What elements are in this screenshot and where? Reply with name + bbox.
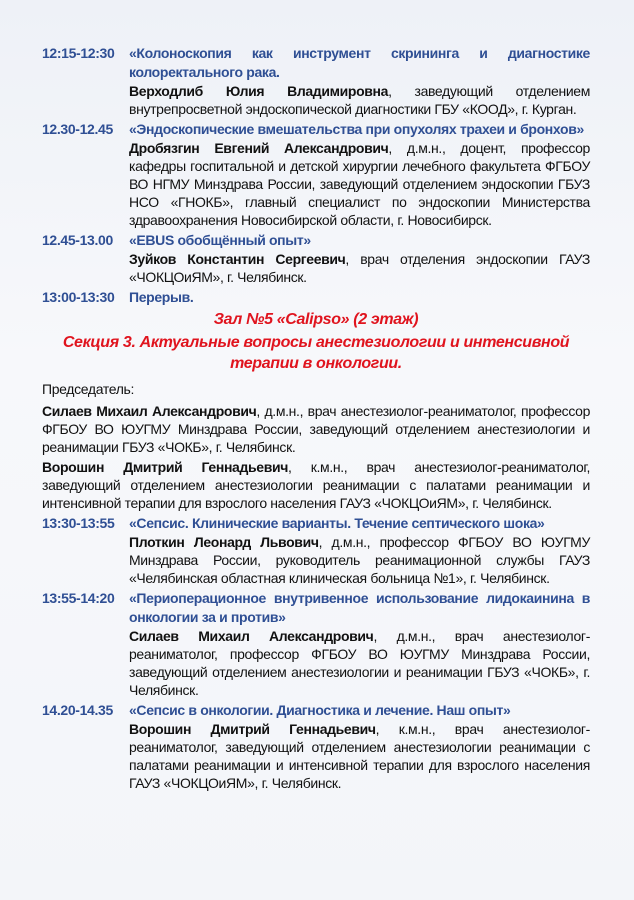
chair-label: Председатель: — [42, 381, 135, 397]
speaker — [129, 533, 590, 587]
schedule-entry — [42, 120, 590, 229]
entry-title: «Эндоскопические вмешательства при опухолях трахеи и бронхов» — [129, 121, 584, 137]
speaker-name: Ворошин Дмитрий Геннадьевич — [129, 721, 376, 737]
speaker-desc: , д.м.н., врач анестезиолог-реаниматолог, профессор ФГБОУ ВО ЮУГМУ Минздрава России, заведующий отделением анестезиологии и реанимации ГБУЗ «ЧОКБ», г. Челябинск. — [129, 628, 590, 698]
schedule-entry — [42, 701, 590, 792]
entry-body — [129, 589, 590, 699]
speaker-desc: , д.м.н., профессор ФГБОУ ВО ЮУГМУ Минздрава России, руководитель реанимационной службы ГАУЗ «Челябинская областная клиническая больница №1», г. Челябинск. — [129, 534, 590, 586]
chair-desc: , д.м.н., врач анестезиолог-реаниматолог, профессор ФГБОУ ВО ЮУГМУ Минздрава России, заведующий отделением анестезиологии и реанимации ГБУЗ «ЧОКБ», г. Челябинск. — [42, 403, 591, 455]
speaker-desc: , д.м.н., доцент, профессор кафедры госпитальной и детской хирургии лечебного факультета ФГБОУ ВО НГМУ Минздрава России, заведующий отделением эндоскопии ГБУЗ НСО «ГНОКБ», главный специалист по эндоскопии Министерства здравоохранения Новосибирской области, г. Новосибирск. — [129, 140, 590, 228]
speaker-name: Силаев Михаил Александрович — [129, 628, 374, 644]
speaker-desc: , заведующий отделением внутрепросветной эндоскопической диагностики ГБУ «КООД», г. Курган. — [129, 83, 591, 117]
entry-time: 12.45-13.00 — [42, 232, 113, 248]
entry-body — [129, 231, 590, 286]
speaker-desc: , врач отделения эндоскопии ГАУЗ «ЧОКЦОиЯМ», г. Челябинск. — [129, 251, 590, 285]
speaker — [129, 627, 590, 699]
chair-name: Силаев Михаил Александрович — [42, 403, 257, 419]
schedule-entry — [42, 231, 590, 286]
entry-body — [129, 514, 590, 587]
speaker — [129, 139, 590, 229]
speaker-name: Дробязгин Евгений Александрович — [129, 140, 389, 156]
speaker-name: Плоткин Леонард Львович — [129, 534, 319, 550]
schedule-top — [42, 44, 590, 307]
entry-time: 12:15-12:30 — [42, 45, 115, 61]
program-page — [42, 44, 590, 794]
schedule-bottom — [42, 514, 590, 792]
schedule-entry — [42, 589, 590, 699]
chair-person — [42, 402, 590, 456]
speaker-name: Верходлиб Юлия Владимировна — [129, 83, 389, 99]
speaker-desc: , к.м.н., врач анестезиолог-реаниматолог, заведующий отделением анестезиологии реанимации с палатами реанимации и интенсивной терапии для взрослого населения ГАУЗ «ЧОКЦОиЯМ», г. Челябинск. — [129, 721, 590, 791]
chair-person — [42, 458, 590, 512]
entry-body — [129, 44, 590, 118]
entry-title: Перерыв. — [129, 289, 194, 305]
entry-title: «Сепсис в онкологии. Диагностика и лечение. Наш опыт» — [129, 702, 511, 718]
entry-time: 13:00-13:30 — [42, 289, 115, 305]
entry-time: 13:30-13:55 — [42, 515, 115, 531]
speaker — [129, 720, 590, 792]
section-heading: Секция 3. Актуальные вопросы анестезиологии и интенсивной терапии в онкологии. — [62, 334, 570, 372]
entry-time: 13:55-14:20 — [42, 590, 115, 606]
speaker-name: Зуйков Константин Сергеевич — [129, 251, 346, 267]
entry-title: «Сепсис. Клинические варианты. Течение септического шока» — [129, 515, 545, 531]
chairs-list — [42, 402, 590, 512]
schedule-entry — [42, 44, 590, 118]
speaker — [129, 250, 590, 286]
entry-title: «EBUS обобщённый опыт» — [129, 232, 311, 248]
schedule-entry — [42, 288, 590, 307]
speaker — [129, 82, 590, 118]
entry-body — [129, 701, 590, 792]
entry-time: 12.30-12.45 — [42, 121, 113, 137]
entry-title: «Периоперационное внутривенное использование лидокаинина в онкологии за и против» — [129, 590, 590, 625]
chair-name: Ворошин Дмитрий Геннадьевич — [42, 459, 289, 475]
hall-heading: Зал №5 «Calipso» (2 этаж) — [213, 311, 419, 328]
entry-body — [129, 120, 590, 229]
entry-body — [129, 288, 590, 307]
schedule-entry — [42, 514, 590, 587]
entry-time: 14.20-14.35 — [42, 702, 113, 718]
chair-desc: , к.м.н., врач анестезиолог-реаниматолог, заведующий отделением анестезиологии реанимации с палатами реанимации и интенсивной терапии для взрослого населения ГАУЗ «ЧОКЦОиЯМ», г. Челябинск. — [42, 459, 590, 511]
entry-title: «Колоноскопия как инструмент скрининга и диагностике колоректального рака. — [129, 45, 590, 80]
